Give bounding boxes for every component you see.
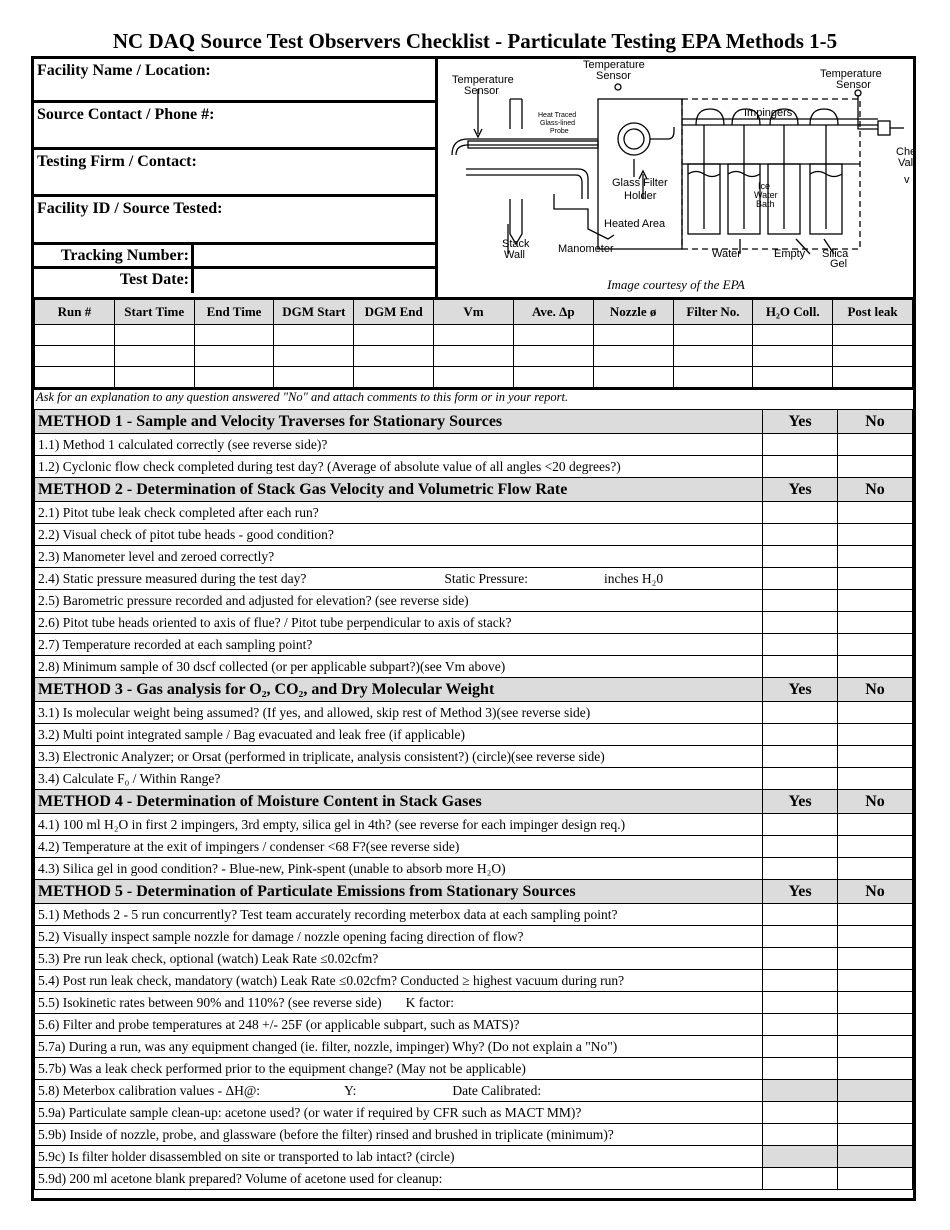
test-date-row [34, 269, 436, 293]
yes-checkbox[interactable] [763, 656, 838, 678]
run-cell[interactable] [434, 325, 514, 346]
testing-firm-label: Testing Firm / Contact: [37, 153, 197, 170]
method-heading: METHOD 4 - Determination of Moisture Content in Stack Gases [35, 790, 763, 814]
run-cell[interactable] [114, 325, 194, 346]
yes-checkbox[interactable] [763, 858, 838, 880]
run-cell[interactable] [35, 346, 115, 367]
diagram-caption: Image courtesy of the EPA [607, 277, 745, 292]
run-cell[interactable] [194, 325, 274, 346]
ice-bath-label-3: Bath [756, 199, 775, 209]
checklist-item-row [35, 456, 913, 478]
yes-checkbox[interactable] [763, 612, 838, 634]
question-text: 4.2) Temperature at the exit of impingers / condenser <68 F?(see reverse side) [38, 838, 460, 854]
question-text: 5.1) Methods 2 - 5 run concurrently? Test team accurately recording meterbox data at each sampling point? [38, 906, 618, 922]
check-valve-label-3: v [904, 174, 910, 186]
yes-header: Yes [763, 410, 838, 434]
yes-checkbox[interactable] [763, 502, 838, 524]
run-cell[interactable] [194, 346, 274, 367]
question-text: 2.6) Pitot tube heads oriented to axis of flue? / Pitot tube perpendicular to axis of stack? [38, 614, 512, 630]
question-text: 2.7) Temperature recorded at each sampling point? [38, 636, 313, 652]
checklist-item-row [35, 1102, 913, 1124]
question-text: 4.1) 100 ml H₂O in first 2 impingers, 3rd empty, silica gel in 4th? (see reverse for each impinger design req.) [38, 816, 626, 832]
method-heading: METHOD 2 - Determination of Stack Gas Velocity and Volumetric Flow Rate [35, 478, 763, 502]
method-checklist [34, 409, 913, 1190]
checklist-question [35, 814, 763, 836]
yes-header: Yes [763, 478, 838, 502]
run-cell[interactable] [354, 325, 434, 346]
question-text: 5.7b) Was a leak check performed prior to the equipment change? (May not be applicable) [38, 1060, 526, 1076]
checklist-question [35, 746, 763, 768]
question-text: 4.3) Silica gel in good condition? - Blue-new, Pink-spent (unable to absorb more H₂O) [38, 860, 506, 876]
no-checkbox[interactable] [838, 1058, 913, 1080]
yes-checkbox[interactable] [763, 948, 838, 970]
no-checkbox[interactable] [838, 434, 913, 456]
no-header: No [838, 790, 913, 814]
heated-area-label: Heated Area [604, 218, 666, 230]
stack-wall-label-2: Wall [504, 249, 525, 261]
no-checkbox[interactable] [838, 546, 913, 568]
test-date-field[interactable] [194, 269, 436, 293]
run-cell[interactable] [673, 367, 753, 389]
no-checkbox[interactable] [838, 1036, 913, 1058]
run-cell[interactable] [833, 346, 913, 367]
checklist-item-row [35, 724, 913, 746]
run-cell[interactable] [593, 367, 673, 389]
yes-checkbox[interactable] [763, 768, 838, 790]
yes-checkbox[interactable] [763, 1036, 838, 1058]
run-cell[interactable] [753, 346, 833, 367]
facility-id-field[interactable] [34, 197, 436, 245]
checklist-item-row [35, 814, 913, 836]
run-col-header: Start Time [114, 299, 194, 325]
question-text: 5.9a) Particulate sample clean-up: acetone used? (or water if required by CFR such as MACT MM)? [38, 1104, 582, 1120]
no-checkbox[interactable] [838, 970, 913, 992]
yes-checkbox[interactable] [763, 1080, 838, 1102]
no-checkbox[interactable] [838, 502, 913, 524]
yes-checkbox[interactable] [763, 1058, 838, 1080]
question-text: 2.4) Static pressure measured during the test day? [38, 570, 307, 586]
question-text: 3.3) Electronic Analyzer; or Orsat (performed in triplicate, analysis consistent?) (circle)(see reverse side) [38, 748, 605, 764]
yes-checkbox[interactable] [763, 568, 838, 590]
question-text: 3.1) Is molecular weight being assumed? (If yes, and allowed, skip rest of Method 3)(see reverse side) [38, 704, 591, 720]
checklist-item-row [35, 746, 913, 768]
tracking-number-label: Tracking Number: [34, 245, 194, 266]
no-checkbox[interactable] [838, 456, 913, 478]
method-heading-row [35, 790, 913, 814]
checklist-item-row [35, 926, 913, 948]
manometer-label: Manometer [558, 243, 614, 255]
no-checkbox[interactable] [838, 568, 913, 590]
run-table-header [35, 299, 913, 325]
no-checkbox[interactable] [838, 1168, 913, 1190]
checklist-item-row [35, 524, 913, 546]
checklist-item-row [35, 590, 913, 612]
test-date-label: Test Date: [34, 269, 194, 293]
no-checkbox[interactable] [838, 1146, 913, 1168]
run-table [34, 297, 913, 390]
run-col-header: DGM Start [274, 299, 354, 325]
no-checkbox[interactable] [838, 904, 913, 926]
checklist-question [35, 992, 763, 1014]
temp-sensor-mid-label: Temperature [583, 59, 645, 71]
checklist-item-row [35, 1058, 913, 1080]
checklist-question [35, 634, 763, 656]
facility-name-label: Facility Name / Location: [37, 62, 211, 79]
run-cell[interactable] [434, 367, 514, 389]
checklist-question [35, 1080, 763, 1102]
run-cell[interactable] [35, 325, 115, 346]
no-checkbox[interactable] [838, 1080, 913, 1102]
run-col-header: End Time [194, 299, 274, 325]
method-heading-row [35, 880, 913, 904]
checklist-item-row [35, 702, 913, 724]
facility-name-field[interactable] [34, 59, 436, 103]
no-checkbox[interactable] [838, 612, 913, 634]
yes-checkbox[interactable] [763, 1102, 838, 1124]
run-row [35, 367, 913, 389]
silica-label-1: Silica [822, 248, 849, 260]
run-cell[interactable] [35, 367, 115, 389]
run-col-header: H₂O Coll. [753, 299, 833, 325]
checklist-item-row [35, 656, 913, 678]
run-cell[interactable] [673, 325, 753, 346]
yes-header: Yes [763, 790, 838, 814]
checklist-question [35, 524, 763, 546]
checklist-question [35, 768, 763, 790]
tracking-number-row [34, 245, 436, 269]
method-heading-row [35, 478, 913, 502]
checklist-item-row [35, 948, 913, 970]
no-header: No [838, 478, 913, 502]
yes-header: Yes [763, 678, 838, 702]
tracking-number-field[interactable] [194, 245, 436, 266]
temp-sensor-left-label: Temperature [452, 74, 514, 86]
checklist-question [35, 656, 763, 678]
yes-checkbox[interactable] [763, 546, 838, 568]
yes-checkbox[interactable] [763, 970, 838, 992]
no-checkbox[interactable] [838, 634, 913, 656]
run-row [35, 346, 913, 367]
question-text: 5.9b) Inside of nozzle, probe, and glassware (before the filter) rinsed and brushed in triplicate (minimum)? [38, 1126, 614, 1142]
check-valve-label-1: Che [896, 146, 917, 158]
yes-checkbox[interactable] [763, 1168, 838, 1190]
checklist-question [35, 948, 763, 970]
run-cell[interactable] [833, 367, 913, 389]
question-text: 5.3) Pre run leak check, optional (watch) Leak Rate ≤0.02cfm? [38, 950, 379, 966]
checklist-question [35, 590, 763, 612]
checklist-item-row [35, 904, 913, 926]
run-col-header: Nozzle ø [593, 299, 673, 325]
run-cell[interactable] [833, 325, 913, 346]
checklist-question [35, 568, 763, 590]
sensor-right-label: Sensor [836, 79, 871, 91]
sampling-train-diagram [438, 59, 917, 297]
run-cell[interactable] [274, 325, 354, 346]
static-pressure-label: Static Pressure: [444, 570, 529, 586]
yes-checkbox[interactable] [763, 434, 838, 456]
checklist-question [35, 904, 763, 926]
checklist-item-row [35, 1124, 913, 1146]
method-heading-row [35, 678, 913, 702]
run-col-header: Vm [434, 299, 514, 325]
run-col-header: DGM End [354, 299, 434, 325]
ice-bath-label-2: Water [754, 190, 778, 200]
yes-checkbox[interactable] [763, 634, 838, 656]
static-pressure-units: inches H₂0 [604, 570, 664, 586]
sensor-mid-label: Sensor [596, 70, 631, 82]
date-calibrated-label: Date Calibrated: [452, 1082, 542, 1098]
checklist-question [35, 502, 763, 524]
checklist-question [35, 1058, 763, 1080]
heat-traced-label-2: Glass-lined [540, 120, 576, 127]
checklist-question [35, 724, 763, 746]
checklist-item-row [35, 434, 913, 456]
checklist-item-row [35, 1168, 913, 1190]
yes-checkbox[interactable] [763, 1014, 838, 1036]
temp-sensor-right-label: Temperature [820, 68, 882, 80]
no-header: No [838, 880, 913, 904]
checklist-item-row [35, 836, 913, 858]
check-valve-label-2: Val [898, 157, 914, 169]
checklist-question [35, 456, 763, 478]
no-checkbox[interactable] [838, 1124, 913, 1146]
checklist-item-row [35, 1146, 913, 1168]
sampling-train-image [438, 59, 917, 277]
no-checkbox[interactable] [838, 702, 913, 724]
no-header: No [838, 678, 913, 702]
question-text: 5.9d) 200 ml acetone blank prepared? Volume of acetone used for cleanup: [38, 1170, 443, 1186]
yes-checkbox[interactable] [763, 814, 838, 836]
yes-checkbox[interactable] [763, 926, 838, 948]
no-checkbox[interactable] [838, 1102, 913, 1124]
checklist-item-row [35, 568, 913, 590]
run-cell[interactable] [434, 346, 514, 367]
question-text: 5.4) Post run leak check, mandatory (watch) Leak Rate ≤0.02cfm? Conducted ≥ highest vacuum during run? [38, 972, 625, 988]
source-contact-label: Source Contact / Phone #: [37, 106, 215, 123]
heat-traced-label-3: Probe [550, 128, 569, 135]
method-heading: METHOD 5 - Determination of Particulate Emissions from Stationary Sources [35, 880, 763, 904]
run-cell[interactable] [593, 346, 673, 367]
checklist-item-row [35, 970, 913, 992]
run-cell[interactable] [513, 367, 593, 389]
no-checkbox[interactable] [838, 858, 913, 880]
water-label: Water [712, 248, 741, 260]
no-checkbox[interactable] [838, 814, 913, 836]
question-text: 1.2) Cyclonic flow check completed during test day? (Average of absolute value of all angles <20 degrees?) [38, 458, 621, 474]
question-text: 5.5) Isokinetic rates between 90% and 110%? (see reverse side) [38, 994, 382, 1010]
checklist-question [35, 546, 763, 568]
run-cell[interactable] [114, 367, 194, 389]
question-text: 2.1) Pitot tube leak check completed after each run? [38, 504, 319, 520]
yes-checkbox[interactable] [763, 836, 838, 858]
question-text: 2.8) Minimum sample of 30 dscf collected (or per applicable subpart?)(see Vm above) [38, 658, 506, 674]
glass-filter-label-2: Holder [624, 190, 657, 202]
yes-checkbox[interactable] [763, 724, 838, 746]
source-contact-field[interactable] [34, 103, 436, 150]
checklist-question [35, 1168, 763, 1190]
no-checkbox[interactable] [838, 992, 913, 1014]
checklist-item-row [35, 612, 913, 634]
question-text: 5.2) Visually inspect sample nozzle for damage / nozzle opening facing direction of flow? [38, 928, 524, 944]
question-text: 2.3) Manometer level and zeroed correctly? [38, 548, 275, 564]
instructions-note: Ask for an explanation to any question answered "No" and attach comments to this form or in your report. [36, 390, 569, 404]
facility-id-label: Facility ID / Source Tested: [37, 200, 223, 217]
method-heading-row [35, 410, 913, 434]
run-cell[interactable] [753, 325, 833, 346]
y-label: Y: [344, 1082, 357, 1098]
run-cell[interactable] [274, 346, 354, 367]
checklist-question [35, 836, 763, 858]
checklist-item-row [35, 1036, 913, 1058]
checklist-question [35, 926, 763, 948]
yes-checkbox[interactable] [763, 1146, 838, 1168]
run-cell[interactable] [593, 325, 673, 346]
run-cell[interactable] [194, 367, 274, 389]
no-checkbox[interactable] [838, 656, 913, 678]
impingers-label: Impingers [744, 107, 793, 119]
question-text: 3.2) Multi point integrated sample / Bag evacuated and leak free (if applicable) [38, 726, 465, 742]
checklist-question [35, 1102, 763, 1124]
question-text: 5.9c) Is filter holder disassembled on site or transported to lab intact? (circle) [38, 1148, 455, 1164]
checklist-item-row [35, 858, 913, 880]
run-cell[interactable] [513, 325, 593, 346]
run-cell[interactable] [354, 367, 434, 389]
no-checkbox[interactable] [838, 948, 913, 970]
yes-checkbox[interactable] [763, 590, 838, 612]
run-cell[interactable] [114, 346, 194, 367]
run-col-header: Ave. Δp [513, 299, 593, 325]
question-text: 3.4) Calculate F₀ / Within Range? [38, 770, 221, 786]
checklist-item-row [35, 768, 913, 790]
question-text: 5.6) Filter and probe temperatures at 248 +/- 25F (or applicable subpart, such as MATS)? [38, 1016, 520, 1032]
no-header: No [838, 410, 913, 434]
yes-checkbox[interactable] [763, 456, 838, 478]
run-col-header: Post leak [833, 299, 913, 325]
run-cell[interactable] [673, 346, 753, 367]
empty-label: Empty [774, 248, 806, 260]
run-cell[interactable] [274, 367, 354, 389]
page-title: NC DAQ Source Test Observers Checklist - Particulate Testing EPA Methods 1-5 [112, 29, 838, 53]
yes-checkbox[interactable] [763, 746, 838, 768]
yes-header: Yes [763, 880, 838, 904]
checklist-question [35, 1036, 763, 1058]
no-checkbox[interactable] [838, 746, 913, 768]
run-col-header: Filter No. [673, 299, 753, 325]
checklist-question [35, 702, 763, 724]
no-checkbox[interactable] [838, 724, 913, 746]
checklist-item-row [35, 546, 913, 568]
run-row [35, 325, 913, 346]
heat-traced-label-1: Heat Traced [538, 112, 577, 119]
run-cell[interactable] [354, 346, 434, 367]
checklist-question [35, 858, 763, 880]
checklist-item-row [35, 502, 913, 524]
method-heading: METHOD 1 - Sample and Velocity Traverses for Stationary Sources [35, 410, 763, 434]
sensor-left-label: Sensor [464, 85, 499, 97]
yes-checkbox[interactable] [763, 702, 838, 724]
testing-firm-field[interactable] [34, 150, 436, 197]
checklist-question [35, 970, 763, 992]
yes-checkbox[interactable] [763, 904, 838, 926]
question-text: 5.8) Meterbox calibration values - ΔH@: [38, 1082, 261, 1098]
no-checkbox[interactable] [838, 1014, 913, 1036]
checklist-question [35, 1124, 763, 1146]
info-block [34, 59, 436, 293]
checklist-sheet [31, 56, 916, 1201]
run-col-header: Run # [35, 299, 115, 325]
checklist-item-row [35, 1080, 913, 1102]
stack-wall-label-1: Stack [502, 238, 530, 250]
glass-filter-label-1: Glass Filter [612, 177, 668, 189]
yes-checkbox[interactable] [763, 524, 838, 546]
ice-bath-label-1: Ice [758, 181, 771, 191]
run-cell[interactable] [513, 346, 593, 367]
method-heading: METHOD 3 - Gas analysis for O₂, CO₂, and Dry Molecular Weight [35, 678, 763, 702]
yes-checkbox[interactable] [763, 1124, 838, 1146]
checklist-item-row [35, 1014, 913, 1036]
question-text: 2.5) Barometric pressure recorded and adjusted for elevation? (see reverse side) [38, 592, 469, 608]
question-text: 1.1) Method 1 calculated correctly (see reverse side)? [38, 436, 328, 452]
checklist-item-row [35, 992, 913, 1014]
question-text: 2.2) Visual check of pitot tube heads - good condition? [38, 526, 334, 542]
yes-checkbox[interactable] [763, 992, 838, 1014]
question-text: 5.7a) During a run, was any equipment changed (ie. filter, nozzle, impinger) Why? (Do not explain a "No") [38, 1038, 618, 1054]
checklist-item-row [35, 634, 913, 656]
checklist-question [35, 1146, 763, 1168]
checklist-question [35, 612, 763, 634]
no-checkbox[interactable] [838, 836, 913, 858]
checklist-question [35, 434, 763, 456]
run-cell[interactable] [753, 367, 833, 389]
no-checkbox[interactable] [838, 590, 913, 612]
no-checkbox[interactable] [838, 926, 913, 948]
no-checkbox[interactable] [838, 768, 913, 790]
k-factor-label: K factor: [405, 994, 454, 1010]
no-checkbox[interactable] [838, 524, 913, 546]
silica-label-2: Gel [830, 258, 848, 270]
checklist-question [35, 1014, 763, 1036]
